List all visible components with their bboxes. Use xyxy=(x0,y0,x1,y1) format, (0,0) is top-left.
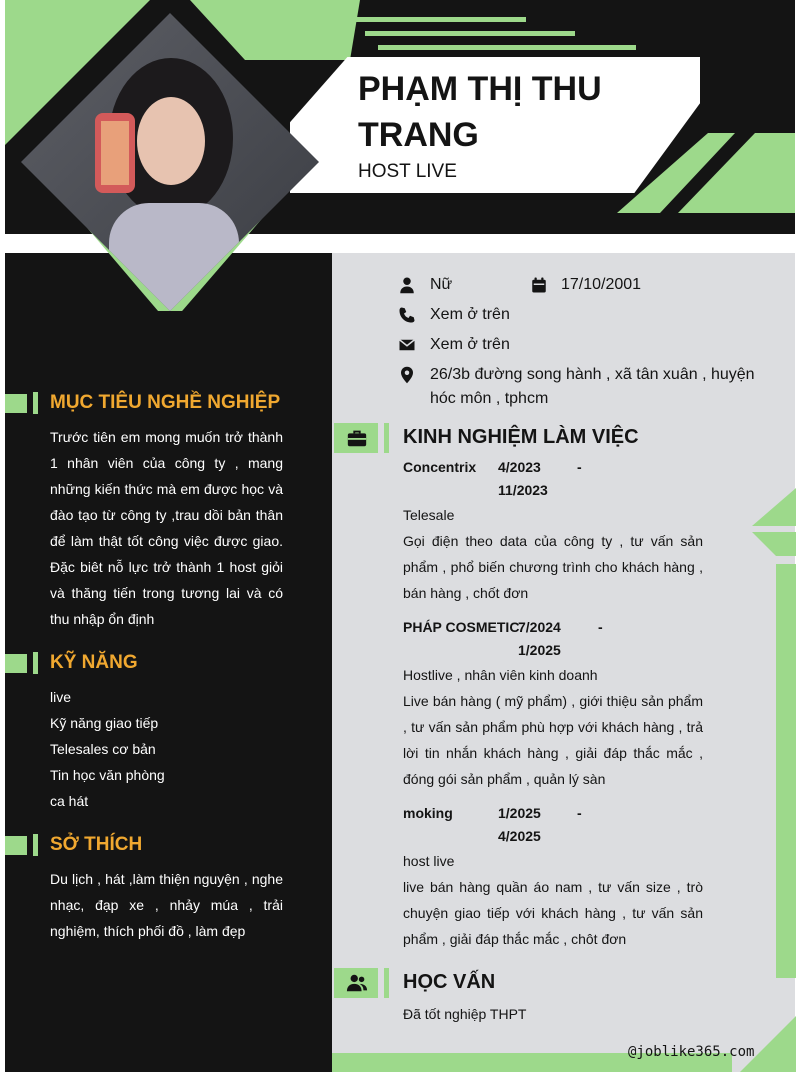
job-start: 7/2024 xyxy=(518,619,561,635)
phone-value: Xem ở trên xyxy=(430,306,510,323)
job-company: PHÁP COSMETIC xyxy=(403,619,520,635)
job-end: 4/2025 xyxy=(498,828,541,844)
job-dash: - xyxy=(577,459,582,475)
profile-photo xyxy=(21,13,319,311)
candidate-name: PHẠM THỊ THU TRANG xyxy=(358,70,602,154)
skill-item: Tin học văn phòng xyxy=(50,767,165,783)
hobbies-bar xyxy=(33,834,38,856)
hobbies-text: Du lịch , hát ,làm thiện nguyện , nghe nhạc, đạp xe , nhảy múa , trải nghiệm, thích phối đồ , làm đẹp xyxy=(50,871,283,939)
objective-bar xyxy=(33,392,38,414)
address-value: 26/3b đường song hành , xã tân xuân , huyện hóc môn , tphcm xyxy=(430,366,755,407)
skill-item: Kỹ năng giao tiếp xyxy=(50,715,159,731)
skills-marker xyxy=(5,654,27,673)
location-icon xyxy=(398,366,416,384)
calendar-icon xyxy=(530,276,548,294)
objective-marker xyxy=(5,394,27,413)
experience-icon-box xyxy=(334,423,378,453)
user-icon xyxy=(398,276,416,294)
side-decoration xyxy=(740,480,796,1072)
job-position: Telesale xyxy=(403,507,455,523)
job-description: Gọi điện theo data của công ty , tư vấn sản phẩm , phổ biến chương trình cho khách hàng , bán hàng , chốt đơn xyxy=(403,533,703,601)
education-title: HỌC VẤN xyxy=(403,971,496,993)
job-description: Live bán hàng ( mỹ phẩm) , giới thiệu sản phẩm , tư vấn sản phẩm phù hợp với khách hàng , trả lời tin nhắn khách hàng , giải đáp thắc mắc , đóng gói sản phẩm , quản lý sàn xyxy=(403,693,703,787)
job-position: host live xyxy=(403,853,455,869)
briefcase-icon xyxy=(346,427,368,449)
gender-value: Nữ xyxy=(430,276,453,293)
skills-bar xyxy=(33,652,38,674)
job-description: live bán hàng quần áo nam , tư vấn size , trò chuyện giao tiếp với khách hàng , tư vấn sản phẩm , giải đáp thắc mắc , chôt đơn xyxy=(403,879,703,947)
email-icon xyxy=(398,336,416,354)
education-icon-box xyxy=(334,968,378,998)
job-company: moking xyxy=(403,805,453,821)
job-end: 1/2025 xyxy=(518,642,561,658)
users-icon xyxy=(346,972,368,994)
experience-bar xyxy=(384,423,389,453)
skill-item: Telesales cơ bản xyxy=(50,741,156,757)
job-start: 4/2023 xyxy=(498,459,541,475)
birthday-value: 17/10/2001 xyxy=(561,276,642,293)
job-position: Hostlive , nhân viên kinh doanh xyxy=(403,667,598,683)
education-text: Đã tốt nghiệp THPT xyxy=(403,1006,527,1022)
objective-text: Trước tiên em mong muốn trở thành 1 nhân viên của công ty , mang những kiến thức mà em được học và đào tạo từ công ty ,trau dồi bản thân để làm thật tốt công việc được giao. Đặc biêt nỗ lực trở thành 1 host giỏi và thăng tiến trong tương lai và có thu nhập ổn định xyxy=(50,429,283,627)
job-dash: - xyxy=(577,805,582,821)
email-value: Xem ở trên xyxy=(430,336,510,353)
watermark: @joblike365.com xyxy=(628,1044,755,1060)
objective-title: MỤC TIÊU NGHỀ NGHIỆP xyxy=(50,392,281,413)
skills-list xyxy=(50,684,283,814)
hobbies-title: SỞ THÍCH xyxy=(50,834,143,855)
job-company: Concentrix xyxy=(403,459,477,475)
job-start: 1/2025 xyxy=(498,805,541,821)
phone-icon xyxy=(398,306,416,324)
job-title: HOST LIVE xyxy=(358,161,457,182)
hobbies-marker xyxy=(5,836,27,855)
skill-item: ca hát xyxy=(50,793,89,809)
job-end: 11/2023 xyxy=(498,482,548,498)
skill-item: live xyxy=(50,689,72,705)
skills-title: KỸ NĂNG xyxy=(50,652,138,673)
job-dash: - xyxy=(598,619,603,635)
education-bar xyxy=(384,968,389,998)
experience-title: KINH NGHIỆM LÀM VIỆC xyxy=(403,426,639,448)
